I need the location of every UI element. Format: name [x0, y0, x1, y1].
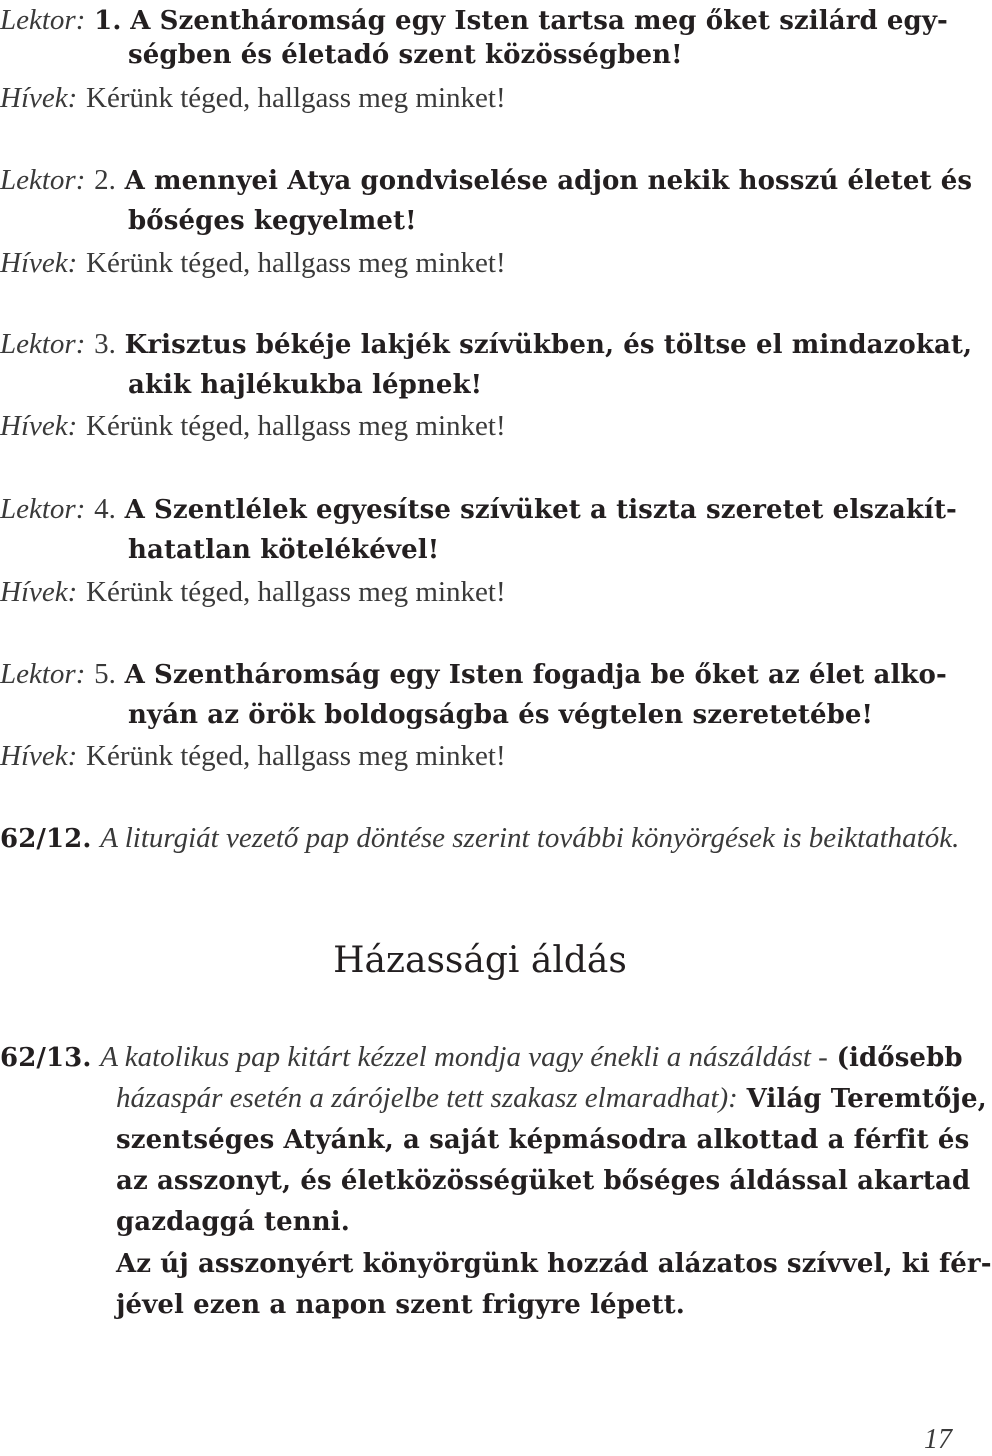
intercession-2-response	[0, 243, 506, 283]
intercession-number: 1.	[94, 6, 122, 36]
intercession-4-response	[0, 572, 506, 612]
page-number: 17	[924, 1424, 952, 1455]
faithful-label: Hívek:	[0, 410, 78, 442]
response-text: Kérünk téged, hallgass meg minket!	[86, 82, 506, 114]
blessing-text: jével ezen a napon szent frigyre lépett.	[116, 1290, 685, 1320]
blessing-text: Világ Teremtője,	[746, 1084, 987, 1114]
intercession-number: 5.	[94, 658, 116, 690]
intercession-3-line-2	[128, 364, 482, 405]
lector-label: Lektor:	[0, 658, 86, 690]
blessing-text: gazdaggá tenni.	[116, 1207, 350, 1237]
rubric-note	[0, 818, 959, 859]
response-text: Kérünk téged, hallgass meg minket!	[86, 740, 506, 772]
intercession-text: Krisztus békéje lakjék szívükben, és töltse el mindazokat,	[124, 330, 973, 360]
intercession-1-response	[0, 78, 506, 118]
intercession-text: A mennyei Atya gondviselése adjon nekik hosszú életet és	[124, 166, 973, 196]
blessing-text: az asszonyt, és életközösségüket bőséges áldással akartad	[116, 1166, 971, 1196]
lector-label: Lektor:	[0, 4, 86, 36]
response-text: Kérünk téged, hallgass meg minket!	[86, 410, 506, 442]
response-text: Kérünk téged, hallgass meg minket!	[86, 247, 506, 279]
section-number: 62/13.	[0, 1043, 92, 1073]
response-text: Kérünk téged, hallgass meg minket!	[86, 576, 506, 608]
intercession-4-line-2	[128, 529, 439, 570]
blessing-text: szentséges Atyánk, a saját képmásodra alkottad a férfit és	[116, 1125, 970, 1155]
intercession-3-response	[0, 406, 506, 446]
lector-label: Lektor:	[0, 164, 86, 196]
blessing-line-1	[0, 1037, 963, 1078]
intercession-text: A Szentlélek egyesítse szívüket a tiszta szeretet elszakít-	[124, 495, 957, 525]
lector-label: Lektor:	[0, 328, 86, 360]
intercession-text: ségben és életadó szent közösségben!	[128, 40, 683, 70]
blessing-line-5	[116, 1201, 350, 1242]
lector-label: Lektor:	[0, 493, 86, 525]
intercession-text: hatatlan kötelékével!	[128, 535, 440, 565]
blessing-line-3	[116, 1119, 969, 1160]
rubric-text: A katolikus pap kitárt kézzel mondja vagy énekli a nászáldást -	[100, 1041, 828, 1073]
blessing-text: Az új asszonyért könyörgünk hozzád alázatos szívvel, ki fér-	[116, 1249, 992, 1279]
blessing-line-4	[116, 1160, 970, 1201]
intercession-2-line-1	[0, 160, 972, 201]
intercession-3-line-1	[0, 324, 972, 365]
section-heading: Házassági áldás	[333, 940, 627, 981]
blessing-line-7	[116, 1284, 685, 1325]
intercession-text: akik hajlékukba lépnek!	[128, 370, 483, 400]
bracket-text: (idősebb	[836, 1043, 963, 1073]
intercession-text: A Szentháromság egy Isten tartsa meg őket szilárd egy-	[130, 6, 948, 36]
intercession-5-response	[0, 736, 506, 776]
rubric-text: házaspár esetén a zárójelbe tett szakasz elmaradhat):	[116, 1082, 738, 1114]
intercession-number: 2.	[94, 164, 116, 196]
blessing-line-6	[116, 1243, 992, 1284]
rubric-text: A liturgiát vezető pap döntése szerint további könyörgések is beiktathatók.	[100, 822, 960, 854]
intercession-number: 4.	[94, 493, 116, 525]
intercession-1-line-2	[128, 34, 683, 75]
intercession-text: bőséges kegyelmet!	[128, 206, 417, 236]
intercession-2-line-2	[128, 200, 417, 241]
intercession-text: A Szentháromság egy Isten fogadja be őket az élet alko-	[124, 660, 947, 690]
intercession-number: 3.	[94, 328, 116, 360]
intercession-text: nyán az örök boldogságba és végtelen szeretetébe!	[128, 700, 874, 730]
blessing-line-2	[116, 1078, 987, 1119]
section-number: 62/12.	[0, 824, 92, 854]
faithful-label: Hívek:	[0, 576, 78, 608]
intercession-4-line-1	[0, 489, 957, 530]
faithful-label: Hívek:	[0, 740, 78, 772]
intercession-5-line-2	[128, 694, 873, 735]
faithful-label: Hívek:	[0, 247, 78, 279]
intercession-5-line-1	[0, 654, 947, 695]
faithful-label: Hívek:	[0, 82, 78, 114]
